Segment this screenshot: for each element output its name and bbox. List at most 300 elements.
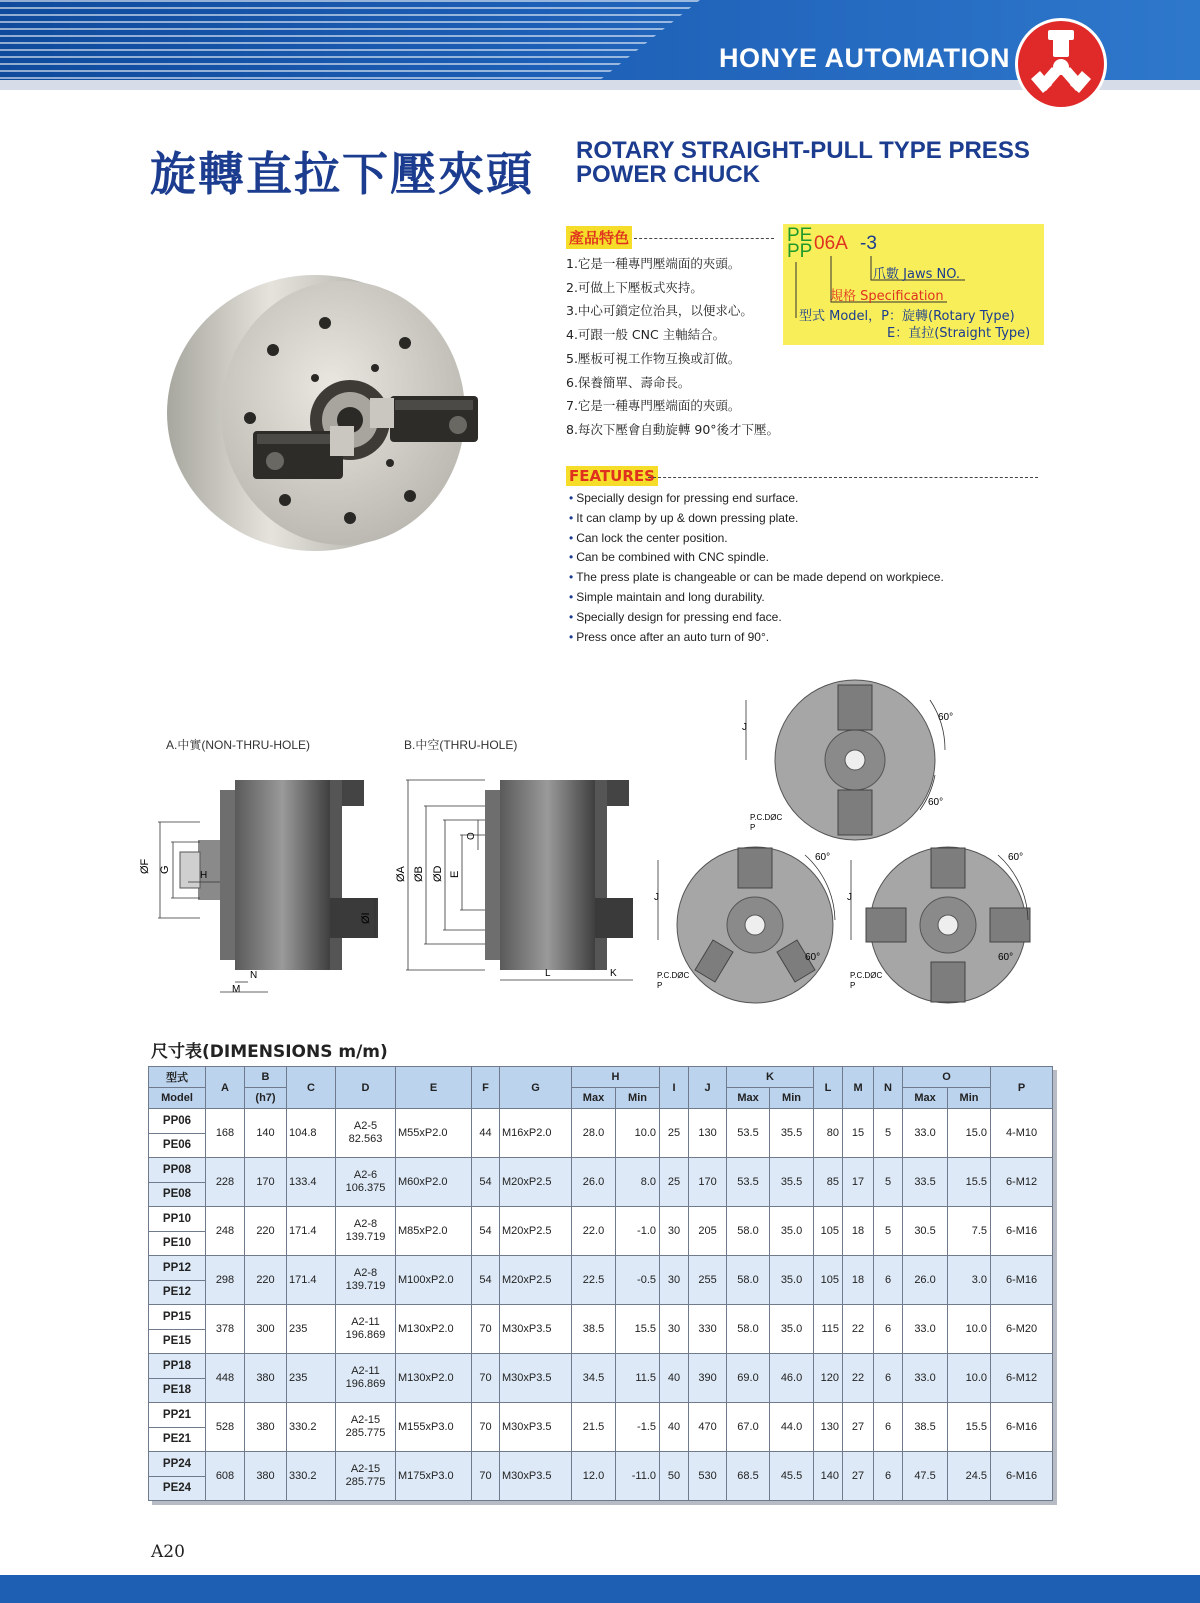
table-header-row <box>149 1067 1053 1088</box>
cell-omin: 10.0 <box>948 1354 991 1403</box>
cell-hmax: 22.5 <box>572 1256 616 1305</box>
cell-n: 6 <box>874 1452 903 1501</box>
cell-d <box>336 1403 396 1452</box>
front-view-2-jaw <box>740 680 980 855</box>
cell-n: 6 <box>874 1354 903 1403</box>
th-f: F <box>472 1067 500 1109</box>
cell-d <box>336 1452 396 1501</box>
cell-j: 255 <box>689 1256 727 1305</box>
cell-p: 4-M10 <box>991 1109 1053 1158</box>
cell-d-diameter: 139.719 <box>345 1231 386 1243</box>
model-pp-cell: PP15 <box>149 1305 206 1330</box>
cell-d-diameter: 82.563 <box>348 1133 383 1145</box>
dim-d-label: ØD <box>432 865 444 882</box>
drawing-a-label: A.中實(NON-THRU-HOLE) <box>166 738 310 752</box>
cell-omax: 47.5 <box>903 1452 948 1501</box>
features-en-item: • It can clamp by up & down pressing plate. <box>569 509 944 529</box>
cell-f: 70 <box>472 1305 500 1354</box>
th-k-min: Min <box>770 1088 814 1109</box>
model-straight-line: E：直拉(Straight Type) <box>887 326 1031 341</box>
cell-hmin: -0.5 <box>616 1256 660 1305</box>
cell-m: 17 <box>843 1158 874 1207</box>
cell-i: 40 <box>660 1403 689 1452</box>
model-jaws-en: Jaws NO. <box>903 267 961 282</box>
features-zh-label: 產品特色 <box>566 226 632 249</box>
table-row <box>149 1403 1053 1428</box>
th-b-sub: (h7) <box>245 1088 287 1109</box>
cell-kmin: 46.0 <box>770 1354 814 1403</box>
dim-h-label: H <box>200 870 208 881</box>
cell-n: 6 <box>874 1256 903 1305</box>
cell-b: 170 <box>245 1158 287 1207</box>
cell-c: 133.4 <box>287 1158 336 1207</box>
front3-angle-2: 60° <box>805 952 821 963</box>
cell-m: 22 <box>843 1354 874 1403</box>
cell-m: 27 <box>843 1452 874 1501</box>
model-pp-cell: PP12 <box>149 1256 206 1281</box>
title-en-line1: ROTARY STRAIGHT-PULL TYPE PRESS <box>576 137 1030 164</box>
cell-d <box>336 1256 396 1305</box>
cell-kmin: 35.5 <box>770 1109 814 1158</box>
cell-d-spindle: A2-5 <box>353 1120 378 1132</box>
th-d: D <box>336 1067 396 1109</box>
front4-angle-2: 60° <box>998 952 1014 963</box>
cell-p: 6-M16 <box>991 1256 1053 1305</box>
cell-hmin: 10.0 <box>616 1109 660 1158</box>
cell-e: M175xP3.0 <box>396 1452 472 1501</box>
dim-o-label: O <box>466 832 477 840</box>
dimensions-table <box>148 1066 1053 1501</box>
features-zh-item: 3.中心可鎖定位治具，以便求心。 <box>566 303 753 319</box>
cell-c: 171.4 <box>287 1256 336 1305</box>
cell-hmax: 21.5 <box>572 1403 616 1452</box>
honye-logo-icon <box>1015 18 1107 110</box>
cell-b: 380 <box>245 1354 287 1403</box>
cell-d-diameter: 196.869 <box>345 1378 386 1390</box>
th-n: N <box>874 1067 903 1109</box>
front3-dim-j: J <box>654 892 659 903</box>
front-angle-2: 60° <box>928 797 944 808</box>
table-row <box>149 1354 1053 1379</box>
dim-b-label: ØB <box>413 866 425 882</box>
cell-a: 608 <box>206 1452 245 1501</box>
cell-hmin: -11.0 <box>616 1452 660 1501</box>
product-photo <box>165 268 495 558</box>
th-h-min: Min <box>616 1088 660 1109</box>
table-subheader-row <box>149 1088 1053 1109</box>
th-g: G <box>500 1067 572 1109</box>
cell-g: M30xP3.5 <box>500 1354 572 1403</box>
cell-j: 390 <box>689 1354 727 1403</box>
drawing-b-label: B.中空(THRU-HOLE) <box>404 738 518 752</box>
cell-kmax: 58.0 <box>727 1256 770 1305</box>
cell-c: 235 <box>287 1305 336 1354</box>
cell-a: 528 <box>206 1403 245 1452</box>
dim-m-label: M <box>232 984 241 995</box>
cell-kmin: 44.0 <box>770 1403 814 1452</box>
cell-l: 140 <box>814 1452 843 1501</box>
model-pe-cell: PE15 <box>149 1329 206 1354</box>
model-code-legend <box>783 224 1044 345</box>
page-title-zh: 旋轉直拉下壓夾頭 <box>150 147 534 201</box>
cell-kmax: 53.5 <box>727 1158 770 1207</box>
cell-d-spindle: A2-8 <box>353 1218 378 1230</box>
dim-f-label: ØF <box>139 858 151 874</box>
brand-name: HONYE AUTOMATION <box>719 43 1010 73</box>
cell-omin: 15.5 <box>948 1403 991 1452</box>
cell-hmax: 12.0 <box>572 1452 616 1501</box>
features-en-item: • Press once after an auto turn of 90°. <box>569 628 944 648</box>
cell-hmax: 22.0 <box>572 1207 616 1256</box>
dimensions-table-body <box>149 1109 1053 1501</box>
cell-kmin: 35.0 <box>770 1305 814 1354</box>
cell-i: 30 <box>660 1207 689 1256</box>
cell-i: 25 <box>660 1158 689 1207</box>
cell-b: 140 <box>245 1109 287 1158</box>
cell-omax: 38.5 <box>903 1403 948 1452</box>
title-en-line2: POWER CHUCK <box>576 161 760 188</box>
features-zh-item: 6.保養簡單、壽命長。 <box>566 374 691 390</box>
front4-p-label: P <box>850 981 856 990</box>
cell-l: 130 <box>814 1403 843 1452</box>
cell-g: M30xP3.5 <box>500 1403 572 1452</box>
features-en-item: • Can be combined with CNC spindle. <box>569 548 944 568</box>
model-code-pp: PP <box>787 241 813 262</box>
cell-omax: 33.5 <box>903 1158 948 1207</box>
cell-i: 50 <box>660 1452 689 1501</box>
cell-d-spindle: A2-11 <box>351 1316 380 1328</box>
cell-omin: 24.5 <box>948 1452 991 1501</box>
model-pe-cell: PE18 <box>149 1378 206 1403</box>
features-en-list <box>569 489 944 647</box>
features-en-label: FEATURES <box>566 466 658 486</box>
cell-omax: 33.0 <box>903 1305 948 1354</box>
cell-kmin: 45.5 <box>770 1452 814 1501</box>
cell-m: 18 <box>843 1256 874 1305</box>
cell-i: 30 <box>660 1305 689 1354</box>
cell-j: 470 <box>689 1403 727 1452</box>
cell-p: 6-M16 <box>991 1403 1053 1452</box>
th-model-zh: 型式 <box>149 1067 206 1088</box>
cell-a: 168 <box>206 1109 245 1158</box>
cell-g: M30xP3.5 <box>500 1452 572 1501</box>
features-zh-item: 1.它是一種專門壓端面的夾頭。 <box>566 256 741 271</box>
front3-pcd-label: P.C.DØC <box>657 971 690 980</box>
th-l: L <box>814 1067 843 1109</box>
cell-g: M20xP2.5 <box>500 1256 572 1305</box>
cell-a: 298 <box>206 1256 245 1305</box>
table-row <box>149 1305 1053 1330</box>
cell-kmax: 58.0 <box>727 1305 770 1354</box>
cell-p: 6-M16 <box>991 1207 1053 1256</box>
cell-omin: 3.0 <box>948 1256 991 1305</box>
features-zh-list <box>566 252 779 442</box>
cell-j: 205 <box>689 1207 727 1256</box>
cell-b: 380 <box>245 1403 287 1452</box>
cell-f: 54 <box>472 1207 500 1256</box>
features-zh-item: 4.可跟一般 CNC 主軸結合。 <box>566 327 726 343</box>
cell-e: M60xP2.0 <box>396 1158 472 1207</box>
front4-dim-j: J <box>847 892 852 903</box>
model-pp-cell: PP24 <box>149 1452 206 1477</box>
features-en-divider <box>648 477 1038 478</box>
page-title-en <box>576 139 1030 187</box>
cell-i: 30 <box>660 1256 689 1305</box>
cell-n: 5 <box>874 1158 903 1207</box>
cell-d <box>336 1109 396 1158</box>
drawing-a-side-view <box>140 770 380 1000</box>
cell-f: 54 <box>472 1158 500 1207</box>
cell-kmin: 35.0 <box>770 1256 814 1305</box>
features-en-item: • Specially design for pressing end face. <box>569 608 944 628</box>
page-number: A20 <box>151 1542 185 1562</box>
dim-a-label: ØA <box>395 866 407 882</box>
cell-e: M55xP2.0 <box>396 1109 472 1158</box>
cell-m: 15 <box>843 1109 874 1158</box>
cell-c: 171.4 <box>287 1207 336 1256</box>
cell-kmax: 69.0 <box>727 1354 770 1403</box>
th-o-min: Min <box>948 1088 991 1109</box>
cell-i: 25 <box>660 1109 689 1158</box>
cell-n: 6 <box>874 1305 903 1354</box>
cell-kmin: 35.5 <box>770 1158 814 1207</box>
cell-b: 220 <box>245 1207 287 1256</box>
cell-a: 228 <box>206 1158 245 1207</box>
th-c: C <box>287 1067 336 1109</box>
front3-angle-1: 60° <box>815 852 831 863</box>
cell-kmax: 67.0 <box>727 1403 770 1452</box>
cell-j: 130 <box>689 1109 727 1158</box>
front-view-3-jaw <box>655 840 855 1010</box>
th-o: O <box>903 1067 991 1088</box>
table-row <box>149 1207 1053 1232</box>
cell-d-diameter: 285.775 <box>345 1427 386 1439</box>
cell-j: 170 <box>689 1158 727 1207</box>
th-a: A <box>206 1067 245 1109</box>
features-en-item: • Specially design for pressing end surface. <box>569 489 944 509</box>
cell-hmax: 26.0 <box>572 1158 616 1207</box>
cell-n: 5 <box>874 1207 903 1256</box>
cell-e: M130xP2.0 <box>396 1305 472 1354</box>
cell-a: 448 <box>206 1354 245 1403</box>
cell-p: 6-M12 <box>991 1354 1053 1403</box>
front-angle-1: 60° <box>938 712 954 723</box>
th-k-max: Max <box>727 1088 770 1109</box>
cell-omax: 33.0 <box>903 1109 948 1158</box>
cell-d <box>336 1305 396 1354</box>
th-p: P <box>991 1067 1053 1109</box>
features-zh-divider <box>634 238 774 239</box>
cell-f: 70 <box>472 1452 500 1501</box>
model-pe-cell: PE10 <box>149 1231 206 1256</box>
cell-l: 80 <box>814 1109 843 1158</box>
features-zh-item: 8.每次下壓會自動旋轉 90°後才下壓。 <box>566 421 780 437</box>
cell-l: 105 <box>814 1256 843 1305</box>
cell-d <box>336 1354 396 1403</box>
model-pe-cell: PE06 <box>149 1133 206 1158</box>
cell-p: 6-M16 <box>991 1452 1053 1501</box>
table-row <box>149 1109 1053 1134</box>
cell-b: 380 <box>245 1452 287 1501</box>
cell-hmin: -1.5 <box>616 1403 660 1452</box>
cell-a: 378 <box>206 1305 245 1354</box>
cell-d-diameter: 139.719 <box>345 1280 386 1292</box>
cell-hmin: 8.0 <box>616 1158 660 1207</box>
cell-d <box>336 1207 396 1256</box>
dim-e-label: E <box>449 870 461 878</box>
cell-hmax: 34.5 <box>572 1354 616 1403</box>
th-m: M <box>843 1067 874 1109</box>
model-pe-cell: PE12 <box>149 1280 206 1305</box>
th-model-en: Model <box>149 1088 206 1109</box>
th-k: K <box>727 1067 814 1088</box>
cell-omin: 7.5 <box>948 1207 991 1256</box>
cell-g: M20xP2.5 <box>500 1207 572 1256</box>
cell-e: M100xP2.0 <box>396 1256 472 1305</box>
dimensions-title: 尺寸表(DIMENSIONS m/m) <box>151 1042 388 1062</box>
cell-kmax: 68.5 <box>727 1452 770 1501</box>
cell-d-spindle: A2-15 <box>350 1463 381 1475</box>
front-dim-j: J <box>742 722 747 733</box>
th-b: B <box>245 1067 287 1088</box>
table-row <box>149 1256 1053 1281</box>
th-h: H <box>572 1067 660 1088</box>
th-j: J <box>689 1067 727 1109</box>
model-pp-cell: PP21 <box>149 1403 206 1428</box>
front4-pcd-label: P.C.DØC <box>850 971 883 980</box>
front-p-label: P <box>750 823 756 832</box>
cell-p: 6-M20 <box>991 1305 1053 1354</box>
model-code-number: 06A <box>814 233 848 254</box>
cell-j: 330 <box>689 1305 727 1354</box>
cell-d-spindle: A2-11 <box>351 1365 380 1377</box>
model-spec-en: Specification <box>860 289 944 304</box>
cell-a: 248 <box>206 1207 245 1256</box>
th-i: I <box>660 1067 689 1109</box>
cell-omin: 15.0 <box>948 1109 991 1158</box>
cell-d-spindle: A2-8 <box>353 1267 378 1279</box>
dim-k-label: K <box>610 968 617 979</box>
cell-g: M30xP3.5 <box>500 1305 572 1354</box>
model-type-line: 型式 Model，P：旋轉(Rotary Type) <box>799 309 1015 324</box>
cell-p: 6-M12 <box>991 1158 1053 1207</box>
cell-hmax: 28.0 <box>572 1109 616 1158</box>
cell-g: M20xP2.5 <box>500 1158 572 1207</box>
model-pp-cell: PP18 <box>149 1354 206 1379</box>
cell-b: 220 <box>245 1256 287 1305</box>
front-view-4-jaw <box>848 840 1048 1010</box>
cell-kmax: 53.5 <box>727 1109 770 1158</box>
dim-n-label: N <box>250 970 258 981</box>
front4-angle-1: 60° <box>1008 852 1024 863</box>
cell-l: 115 <box>814 1305 843 1354</box>
cell-d-spindle: A2-15 <box>350 1414 381 1426</box>
cell-c: 330.2 <box>287 1452 336 1501</box>
features-zh-item: 7.它是一種專門壓端面的夾頭。 <box>566 398 741 414</box>
cell-d-spindle: A2-6 <box>353 1169 378 1181</box>
dim-g-label: G <box>159 865 171 874</box>
model-spec-zh: 規格 <box>830 289 857 304</box>
cell-f: 70 <box>472 1354 500 1403</box>
th-h-max: Max <box>572 1088 616 1109</box>
cell-e: M130xP2.0 <box>396 1354 472 1403</box>
cell-n: 6 <box>874 1403 903 1452</box>
dim-l-label: L <box>545 968 551 979</box>
cell-g: M16xP2.0 <box>500 1109 572 1158</box>
cell-n: 5 <box>874 1109 903 1158</box>
model-pe-cell: PE08 <box>149 1182 206 1207</box>
cell-omax: 33.0 <box>903 1354 948 1403</box>
cell-omax: 26.0 <box>903 1256 948 1305</box>
table-row <box>149 1158 1053 1183</box>
cell-c: 330.2 <box>287 1403 336 1452</box>
cell-hmin: 15.5 <box>616 1305 660 1354</box>
front-pcd-label: P.C.DØC <box>750 813 783 822</box>
cell-f: 70 <box>472 1403 500 1452</box>
cell-m: 18 <box>843 1207 874 1256</box>
cell-f: 54 <box>472 1256 500 1305</box>
cell-omax: 30.5 <box>903 1207 948 1256</box>
cell-kmax: 58.0 <box>727 1207 770 1256</box>
cell-hmin: 11.5 <box>616 1354 660 1403</box>
cell-hmin: -1.0 <box>616 1207 660 1256</box>
cell-kmin: 35.0 <box>770 1207 814 1256</box>
features-zh-item: 2.可做上下壓板式夾持。 <box>566 279 703 295</box>
model-pp-cell: PP08 <box>149 1158 206 1183</box>
th-o-max: Max <box>903 1088 948 1109</box>
footer-bar <box>0 1575 1200 1603</box>
cell-m: 22 <box>843 1305 874 1354</box>
header-stripes <box>0 0 700 80</box>
cell-c: 235 <box>287 1354 336 1403</box>
model-pp-cell: PP06 <box>149 1109 206 1134</box>
features-zh-item: 5.壓板可視工作物互換或訂做。 <box>566 350 741 366</box>
cell-i: 40 <box>660 1354 689 1403</box>
front3-p-label: P <box>657 981 663 990</box>
model-spec-label <box>830 285 944 304</box>
model-pp-cell: PP10 <box>149 1207 206 1232</box>
cell-e: M155xP3.0 <box>396 1403 472 1452</box>
features-en-item: • Can lock the center position. <box>569 529 944 549</box>
drawing-b-side-view <box>395 770 650 990</box>
cell-omin: 10.0 <box>948 1305 991 1354</box>
cell-f: 44 <box>472 1109 500 1158</box>
cell-e: M85xP2.0 <box>396 1207 472 1256</box>
model-code-jaw-suffix: -3 <box>860 233 877 254</box>
cell-m: 27 <box>843 1403 874 1452</box>
cell-d-diameter: 106.375 <box>345 1182 386 1194</box>
features-en-item: • The press plate is changeable or can be made depend on workpiece. <box>569 568 944 588</box>
dim-i-label: ØI <box>360 912 372 924</box>
cell-hmax: 38.5 <box>572 1305 616 1354</box>
model-pe-cell: PE21 <box>149 1427 206 1452</box>
cell-l: 105 <box>814 1207 843 1256</box>
cell-l: 120 <box>814 1354 843 1403</box>
cell-b: 300 <box>245 1305 287 1354</box>
features-en-item: • Simple maintain and long durability. <box>569 588 944 608</box>
model-pe-cell: PE24 <box>149 1476 206 1501</box>
table-row <box>149 1452 1053 1477</box>
model-jaws-label <box>873 263 960 282</box>
cell-c: 104.8 <box>287 1109 336 1158</box>
th-e: E <box>396 1067 472 1109</box>
cell-d-diameter: 196.869 <box>345 1329 386 1341</box>
cell-j: 530 <box>689 1452 727 1501</box>
cell-d-diameter: 285.775 <box>345 1476 386 1488</box>
cell-d <box>336 1158 396 1207</box>
model-jaws-zh: 爪數 <box>873 267 900 282</box>
cell-omin: 15.5 <box>948 1158 991 1207</box>
